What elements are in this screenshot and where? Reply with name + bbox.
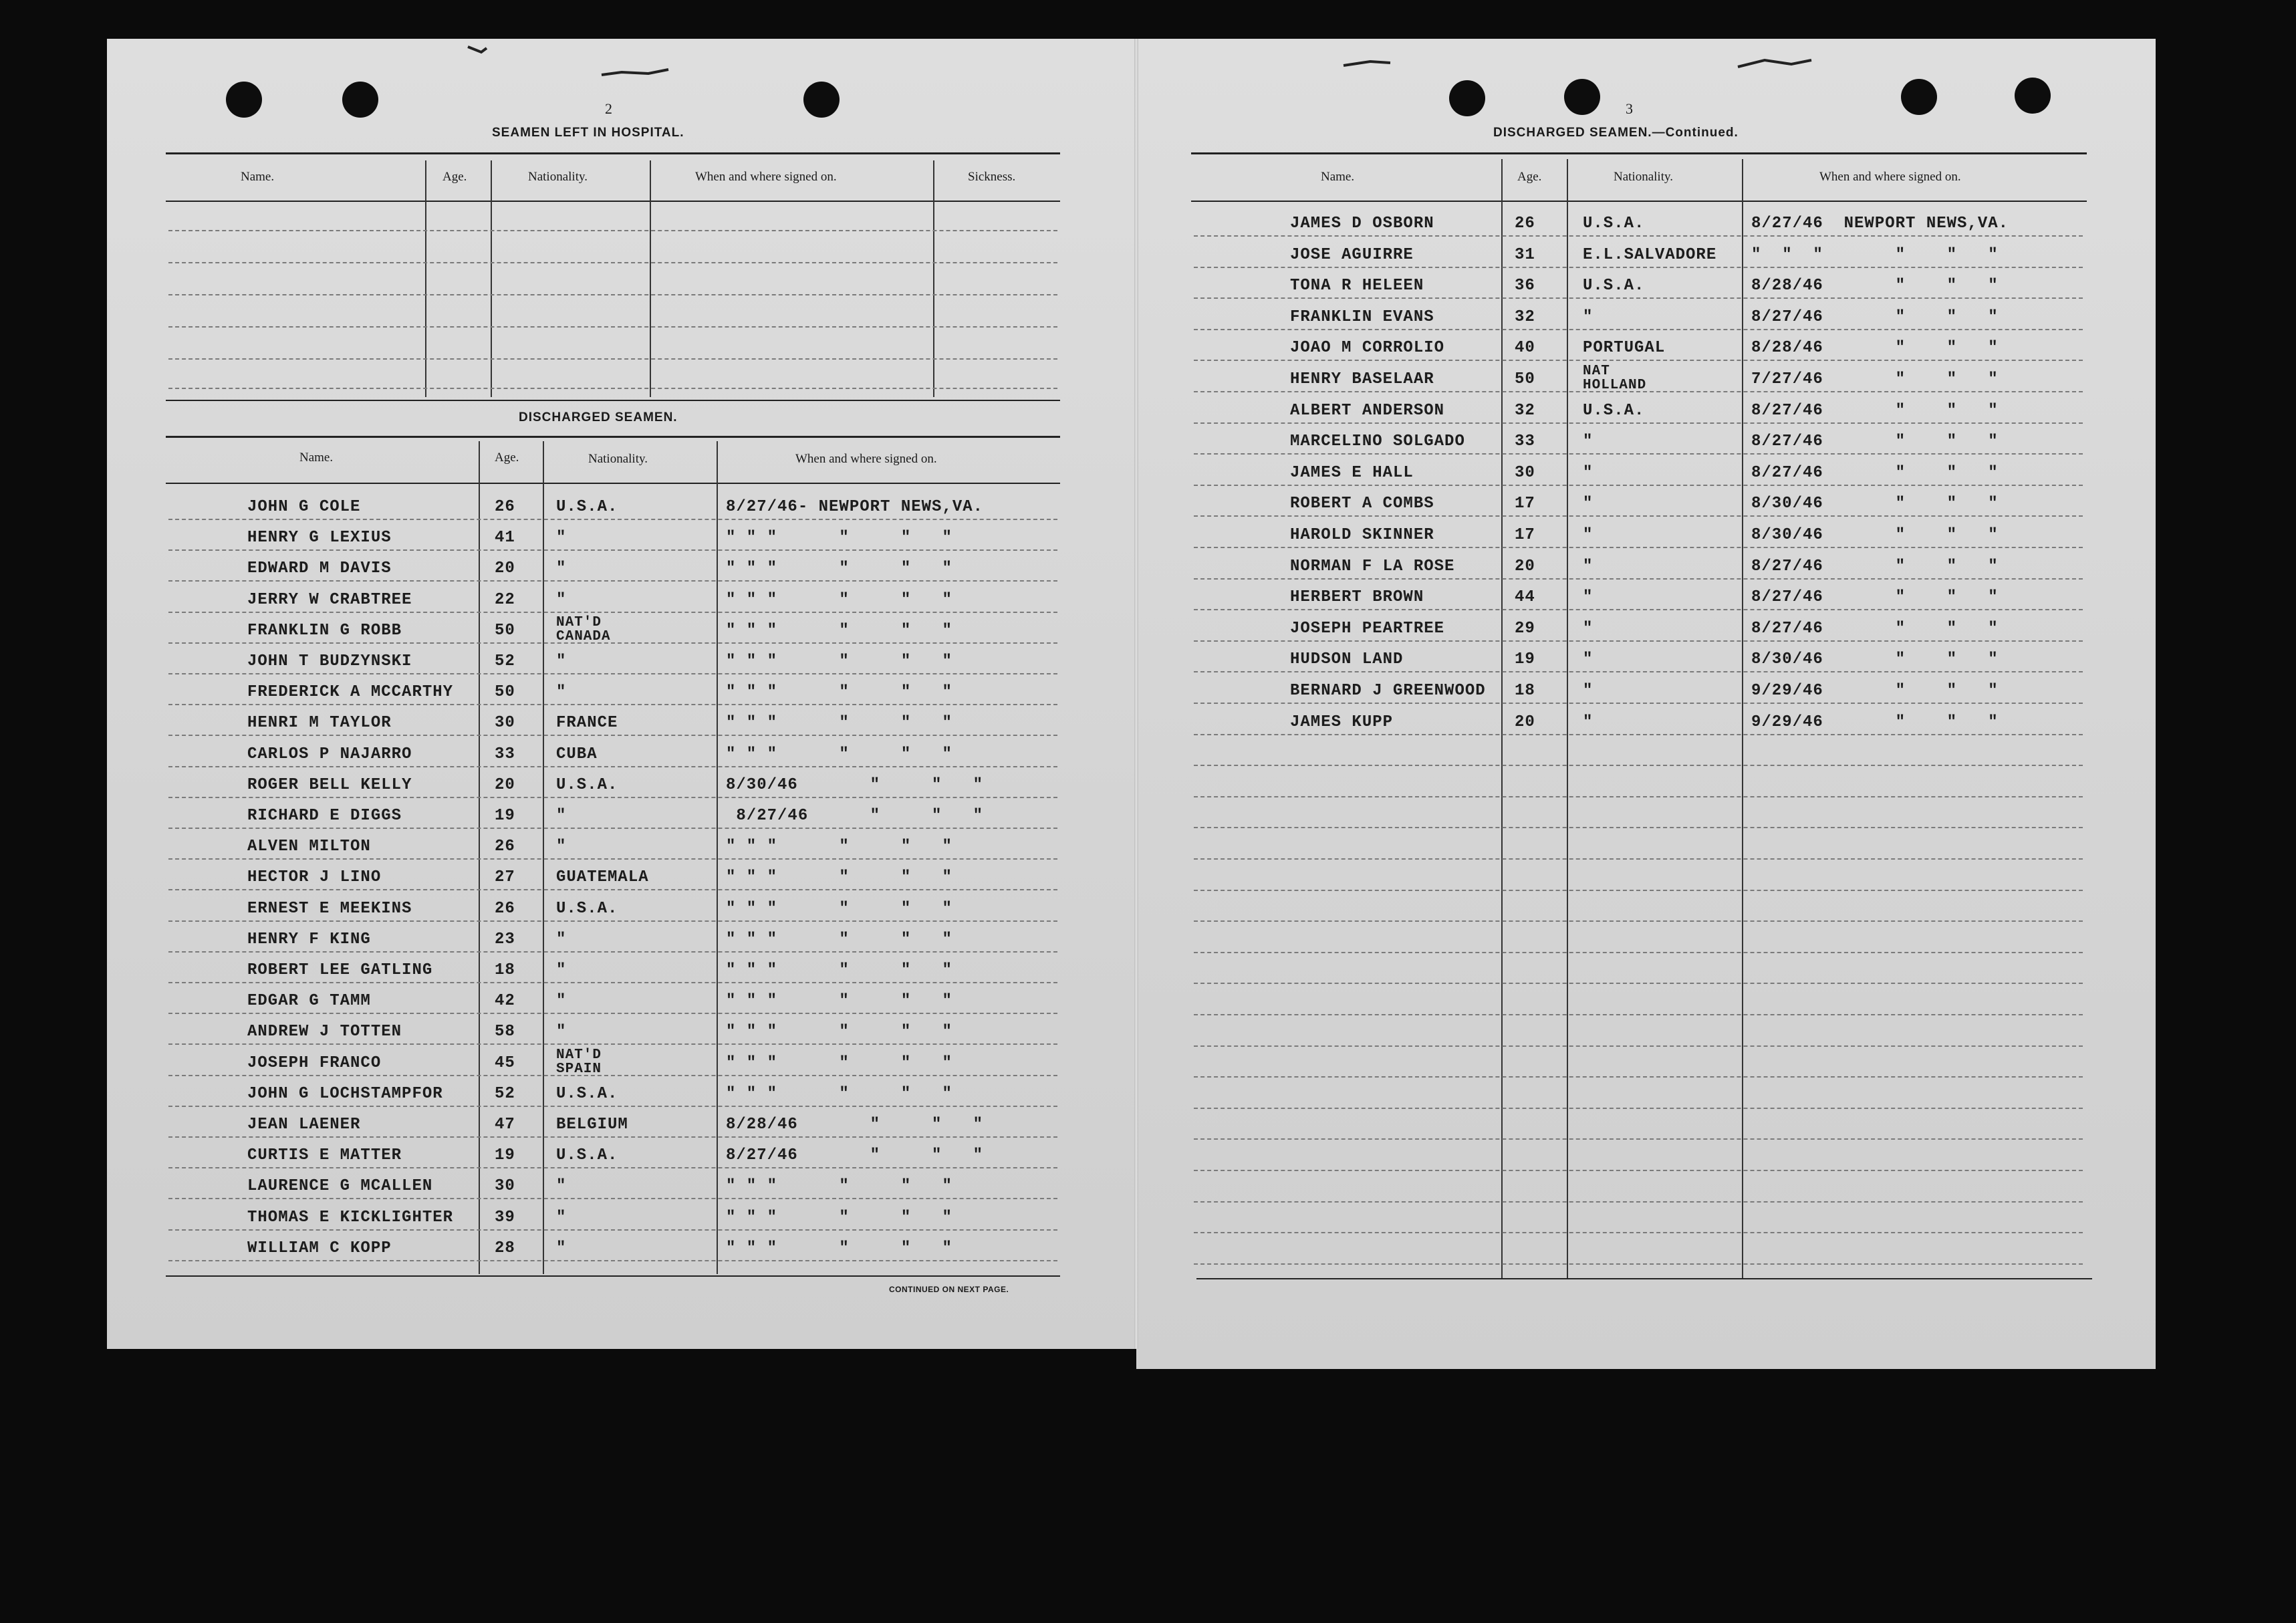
continued-footer: CONTINUED ON NEXT PAGE. <box>889 1285 1009 1294</box>
seaman-age: 52 <box>495 652 515 670</box>
seaman-age: 41 <box>495 529 515 547</box>
seaman-signed-on: " " " " " " <box>726 1239 952 1257</box>
seaman-name: ANDREW J TOTTEN <box>247 1023 402 1041</box>
seaman-age: 33 <box>1515 432 1535 451</box>
row-line <box>168 262 1057 263</box>
column-divider <box>1567 159 1568 1278</box>
seaman-age: 20 <box>1515 557 1535 576</box>
row-line <box>1194 983 2083 984</box>
row-line <box>1194 858 2083 860</box>
seaman-signed-on: 8/27/46 " " " <box>726 1146 984 1165</box>
seaman-nationality: NAT HOLLAND <box>1583 364 1647 393</box>
seaman-signed-on: " " " " " " <box>726 868 952 887</box>
seaman-signed-on: 8/27/46 " " " <box>1751 619 1999 638</box>
seaman-signed-on: " " " " " " <box>726 559 952 578</box>
seaman-signed-on: " " " " " " <box>726 529 952 547</box>
row-line <box>168 1167 1057 1168</box>
row-line <box>168 1136 1057 1138</box>
seaman-nationality: E.L.SALVADORE <box>1583 245 1717 264</box>
col-header-signed-on: When and where signed on. <box>1819 170 1961 184</box>
seaman-signed-on: " " " " " " <box>726 590 952 609</box>
seaman-name: NORMAN F LA ROSE <box>1290 557 1455 576</box>
seaman-signed-on: 8/28/46 " " " <box>1751 277 1999 295</box>
seaman-signed-on: 8/28/46 " " " <box>726 1116 984 1134</box>
seaman-name: HENRY BASELAAR <box>1290 370 1434 388</box>
column-divider <box>650 160 651 397</box>
row-line <box>1194 422 2083 424</box>
seaman-nationality: " <box>556 1177 567 1196</box>
row-line <box>1194 671 2083 672</box>
col-header-signed-on: When and where signed on. <box>795 452 937 466</box>
seaman-name: JOAO M CORROLIO <box>1290 339 1445 358</box>
seaman-name: LAURENCE G MCALLEN <box>247 1177 433 1196</box>
row-line <box>168 230 1057 231</box>
seaman-nationality: " <box>556 559 567 578</box>
col-header-name: Name. <box>299 451 334 465</box>
column-divider <box>491 160 492 397</box>
seaman-signed-on: " " " " " " <box>726 961 952 979</box>
seaman-nationality: " <box>1583 557 1593 576</box>
row-line <box>168 1043 1057 1045</box>
seaman-age: 20 <box>1515 713 1535 731</box>
seaman-age: 20 <box>495 775 515 794</box>
seaman-age: 18 <box>495 961 515 979</box>
seaman-nationality: NAT'D SPAIN <box>556 1047 602 1077</box>
row-line <box>168 797 1057 798</box>
seaman-name: JEAN LAENER <box>247 1116 361 1134</box>
seaman-age: 20 <box>495 559 515 578</box>
seaman-name: ROBERT LEE GATLING <box>247 961 433 979</box>
seaman-name: CARLOS P NAJARRO <box>247 745 412 763</box>
hospital-section-title: SEAMEN LEFT IN HOSPITAL. <box>492 126 684 140</box>
seaman-nationality: U.S.A. <box>1583 401 1645 420</box>
column-divider <box>425 160 426 397</box>
seaman-signed-on: " " " " " " <box>726 1208 952 1227</box>
column-divider <box>1501 159 1503 1278</box>
row-line <box>1194 1014 2083 1015</box>
seaman-signed-on: " " " " " " <box>726 1177 952 1196</box>
seaman-nationality: U.S.A. <box>556 1146 618 1165</box>
seaman-age: 31 <box>1515 245 1535 264</box>
punch-hole <box>2015 78 2051 114</box>
seaman-signed-on: 8/28/46 " " " <box>1751 339 1999 358</box>
seaman-signed-on: 9/29/46 " " " <box>1751 713 1999 731</box>
row-line <box>1194 547 2083 548</box>
seaman-name: HENRY G LEXIUS <box>247 529 392 547</box>
seaman-name: ERNEST E MEEKINS <box>247 899 412 918</box>
seaman-name: FREDERICK A MCCARTHY <box>247 683 454 702</box>
seaman-age: 26 <box>495 498 515 516</box>
seaman-nationality: " <box>556 529 567 547</box>
seaman-nationality: U.S.A. <box>556 775 618 794</box>
table-bottom-rule <box>166 1275 1060 1277</box>
seaman-nationality: BELGIUM <box>556 1116 628 1134</box>
seaman-signed-on: " " " " " " <box>726 930 952 949</box>
seaman-signed-on: 8/27/46 " " " <box>1751 588 1999 607</box>
seaman-signed-on: " " " " " " <box>1751 245 1999 264</box>
seaman-signed-on: 8/30/46 " " " <box>1751 495 1999 513</box>
seaman-nationality: U.S.A. <box>1583 215 1645 233</box>
row-line <box>168 1013 1057 1014</box>
seaman-age: 30 <box>1515 463 1535 482</box>
seaman-nationality: U.S.A. <box>1583 277 1645 295</box>
row-line <box>1194 578 2083 580</box>
seaman-name: JERRY W CRABTREE <box>247 590 412 609</box>
seaman-signed-on: 8/27/46 " " " <box>1751 463 1999 482</box>
seaman-signed-on: 8/30/46 " " " <box>1751 526 1999 544</box>
seaman-age: 19 <box>495 1146 515 1165</box>
row-line <box>1194 1232 2083 1233</box>
row-line <box>1194 485 2083 486</box>
seaman-nationality: " <box>556 838 567 856</box>
seaman-age: 29 <box>1515 619 1535 638</box>
col-header-name: Name. <box>1321 170 1355 184</box>
row-line <box>168 358 1057 360</box>
column-divider <box>1742 159 1743 1278</box>
seaman-age: 45 <box>495 1053 515 1072</box>
seaman-name: JOSEPH PEARTREE <box>1290 619 1445 638</box>
seaman-nationality: U.S.A. <box>556 498 618 516</box>
seaman-name: EDGAR G TAMM <box>247 992 371 1011</box>
punch-hole <box>803 82 840 118</box>
header-rule <box>166 436 1060 438</box>
seaman-age: 36 <box>1515 277 1535 295</box>
seaman-age: 26 <box>1515 215 1535 233</box>
seaman-signed-on: " " " " " " <box>726 838 952 856</box>
header-rule <box>166 201 1060 202</box>
seaman-nationality: " <box>556 683 567 702</box>
seaman-name: ALBERT ANDERSON <box>1290 401 1445 420</box>
seaman-nationality: " <box>1583 588 1593 607</box>
seaman-signed-on: 7/27/46 " " " <box>1751 370 1999 388</box>
column-divider <box>933 160 934 397</box>
seaman-nationality: " <box>1583 526 1593 544</box>
row-line <box>1194 1263 2083 1265</box>
seaman-name: ALVEN MILTON <box>247 838 371 856</box>
seaman-name: WILLIAM C KOPP <box>247 1239 392 1257</box>
seaman-name: HAROLD SKINNER <box>1290 526 1434 544</box>
row-line <box>1194 1170 2083 1171</box>
seaman-name: CURTIS E MATTER <box>247 1146 402 1165</box>
seaman-signed-on: " " " " " " <box>726 992 952 1011</box>
seaman-name: JOSEPH FRANCO <box>247 1053 382 1072</box>
seaman-age: 50 <box>495 683 515 702</box>
row-line <box>1194 920 2083 922</box>
row-line <box>168 735 1057 736</box>
seaman-nationality: NAT'D CANADA <box>556 614 611 644</box>
col-header-age: Age. <box>495 451 519 465</box>
seaman-age: 19 <box>1515 650 1535 669</box>
page-number: 3 <box>1626 100 1633 117</box>
row-line <box>1194 360 2083 361</box>
row-line <box>168 1075 1057 1076</box>
seaman-name: JAMES E HALL <box>1290 463 1414 482</box>
pencil-mark <box>1337 47 1831 80</box>
row-line <box>1194 640 2083 642</box>
page-number: 2 <box>605 100 612 117</box>
discharged-continued-title: DISCHARGED SEAMEN.—Continued. <box>1493 126 1739 140</box>
seaman-nationality: " <box>1583 650 1593 669</box>
seaman-nationality: PORTUGAL <box>1583 339 1666 358</box>
seaman-name: HUDSON LAND <box>1290 650 1404 669</box>
seaman-age: 23 <box>495 930 515 949</box>
seaman-signed-on: " " " " " " <box>726 745 952 763</box>
row-line <box>168 828 1057 829</box>
seaman-signed-on: 8/27/46 " " " <box>1751 557 1999 576</box>
seaman-signed-on: 8/30/46 " " " <box>1751 650 1999 669</box>
seaman-signed-on: 8/27/46 " " " <box>1751 307 1999 326</box>
row-line <box>168 642 1057 644</box>
col-header-age: Age. <box>1517 170 1542 184</box>
row-line <box>168 704 1057 705</box>
seaman-age: 19 <box>495 807 515 825</box>
seaman-nationality: U.S.A. <box>556 1084 618 1103</box>
seaman-signed-on: 8/27/46 " " " <box>726 807 984 825</box>
seaman-name: JOSE AGUIRRE <box>1290 245 1414 264</box>
row-line <box>1194 827 2083 828</box>
seaman-name: EDWARD M DAVIS <box>247 559 392 578</box>
seaman-age: 18 <box>1515 682 1535 700</box>
row-line <box>1194 1076 2083 1078</box>
seaman-age: 42 <box>495 992 515 1011</box>
seaman-name: JOHN G COLE <box>247 498 361 516</box>
row-line <box>1194 796 2083 797</box>
seaman-nationality: " <box>1583 432 1593 451</box>
seaman-signed-on: " " " " " " <box>726 899 952 918</box>
row-line <box>168 549 1057 551</box>
seaman-nationality: " <box>1583 495 1593 513</box>
row-line <box>168 889 1057 890</box>
punch-hole <box>226 82 262 118</box>
seaman-age: 40 <box>1515 339 1535 358</box>
seaman-age: 50 <box>495 621 515 640</box>
seaman-name: HENRI M TAYLOR <box>247 714 392 733</box>
row-line <box>1194 515 2083 517</box>
row-line <box>168 580 1057 582</box>
row-line <box>168 982 1057 983</box>
col-header-nationality: Nationality. <box>1614 170 1673 184</box>
seaman-name: ROGER BELL KELLY <box>247 775 412 794</box>
seaman-age: 22 <box>495 590 515 609</box>
seaman-signed-on: " " " " " " <box>726 683 952 702</box>
row-line <box>168 951 1057 953</box>
row-line <box>1194 609 2083 610</box>
row-line <box>168 673 1057 674</box>
seaman-signed-on: " " " " " " <box>726 714 952 733</box>
seaman-nationality: FRANCE <box>556 714 618 733</box>
seaman-age: 30 <box>495 714 515 733</box>
row-line <box>168 519 1057 520</box>
seaman-age: 33 <box>495 745 515 763</box>
seaman-nationality: " <box>1583 682 1593 700</box>
seaman-age: 32 <box>1515 401 1535 420</box>
seaman-signed-on: 9/29/46 " " " <box>1751 682 1999 700</box>
pencil-mark <box>461 27 682 87</box>
seaman-name: JAMES KUPP <box>1290 713 1394 731</box>
seaman-nationality: " <box>556 992 567 1011</box>
row-line <box>168 1198 1057 1199</box>
row-line <box>1194 1138 2083 1140</box>
seaman-age: 17 <box>1515 526 1535 544</box>
row-line <box>1194 329 2083 330</box>
seaman-nationality: CUBA <box>556 745 598 763</box>
seaman-name: TONA R HELEEN <box>1290 277 1424 295</box>
seaman-name: THOMAS E KICKLIGHTER <box>247 1208 454 1227</box>
seaman-nationality: " <box>1583 713 1593 731</box>
column-divider <box>543 441 544 1274</box>
column-divider <box>479 441 480 1274</box>
seaman-nationality: " <box>556 1208 567 1227</box>
seaman-name: HENRY F KING <box>247 930 371 949</box>
row-line <box>168 1229 1057 1231</box>
seaman-age: 26 <box>495 899 515 918</box>
seaman-signed-on: " " " " " " <box>726 621 952 640</box>
seaman-age: 32 <box>1515 307 1535 326</box>
row-line <box>1194 703 2083 704</box>
header-rule <box>1191 201 2087 202</box>
row-line <box>168 766 1057 767</box>
seaman-signed-on: 8/27/46 " " " <box>1751 401 1999 420</box>
row-line <box>1194 1045 2083 1047</box>
seaman-signed-on: 8/27/46- NEWPORT NEWS,VA. <box>726 498 984 516</box>
row-line <box>1194 267 2083 268</box>
seaman-nationality: " <box>556 930 567 949</box>
discharged-section-title: DISCHARGED SEAMEN. <box>519 410 678 424</box>
row-line <box>1194 1108 2083 1109</box>
seaman-nationality: " <box>1583 463 1593 482</box>
seaman-name: HERBERT BROWN <box>1290 588 1424 607</box>
row-line <box>168 920 1057 922</box>
seaman-signed-on: " " " " " " <box>726 1053 952 1072</box>
row-line <box>168 388 1057 389</box>
seaman-age: 27 <box>495 868 515 887</box>
row-line <box>168 294 1057 295</box>
seaman-signed-on: 8/30/46 " " " <box>726 775 984 794</box>
header-rule <box>1191 152 2087 154</box>
seaman-nationality: " <box>1583 619 1593 638</box>
seaman-signed-on: 8/27/46 " " " <box>1751 432 1999 451</box>
seaman-name: JOHN T BUDZYNSKI <box>247 652 412 670</box>
seaman-name: RICHARD E DIGGS <box>247 807 402 825</box>
page-gutter <box>1134 39 1138 1349</box>
seaman-nationality: " <box>556 807 567 825</box>
seaman-nationality: " <box>556 961 567 979</box>
seaman-nationality: " <box>556 652 567 670</box>
col-header-nationality: Nationality. <box>528 170 588 184</box>
col-header-age: Age. <box>442 170 467 184</box>
row-line <box>168 326 1057 328</box>
section-rule <box>166 400 1060 401</box>
seaman-name: FRANKLIN EVANS <box>1290 307 1434 326</box>
seaman-nationality: " <box>556 1023 567 1041</box>
row-line <box>1194 1201 2083 1203</box>
row-line <box>168 858 1057 860</box>
seaman-age: 30 <box>495 1177 515 1196</box>
seaman-signed-on: 8/27/46 NEWPORT NEWS,VA. <box>1751 215 2009 233</box>
seaman-age: 28 <box>495 1239 515 1257</box>
seaman-name: JAMES D OSBORN <box>1290 215 1434 233</box>
row-line <box>1194 734 2083 735</box>
punch-hole <box>1901 79 1937 115</box>
seaman-nationality: " <box>1583 307 1593 326</box>
seaman-nationality: U.S.A. <box>556 899 618 918</box>
col-header-name: Name. <box>241 170 275 184</box>
seaman-name: BERNARD J GREENWOOD <box>1290 682 1486 700</box>
seaman-name: MARCELINO SOLGADO <box>1290 432 1465 451</box>
seaman-signed-on: " " " " " " <box>726 1023 952 1041</box>
row-line <box>168 1260 1057 1261</box>
punch-hole <box>342 82 378 118</box>
seaman-age: 58 <box>495 1023 515 1041</box>
seaman-nationality: GUATEMALA <box>556 868 649 887</box>
row-line <box>1194 765 2083 766</box>
seaman-nationality: " <box>556 590 567 609</box>
row-line <box>1194 453 2083 455</box>
row-line <box>1194 235 2083 237</box>
row-line <box>1194 297 2083 299</box>
header-rule <box>166 483 1060 484</box>
row-line <box>168 1106 1057 1107</box>
seaman-age: 26 <box>495 838 515 856</box>
seaman-name: JOHN G LOCHSTAMPFOR <box>247 1084 443 1103</box>
seaman-signed-on: " " " " " " <box>726 1084 952 1103</box>
seaman-age: 39 <box>495 1208 515 1227</box>
row-line <box>1194 952 2083 953</box>
row-line <box>1194 890 2083 891</box>
punch-hole <box>1564 79 1600 115</box>
header-rule <box>166 152 1060 154</box>
seaman-age: 52 <box>495 1084 515 1103</box>
col-header-nationality: Nationality. <box>588 452 648 466</box>
table-bottom-rule <box>1196 1278 2092 1279</box>
col-header-sickness: Sickness. <box>968 170 1016 184</box>
seaman-age: 50 <box>1515 370 1535 388</box>
row-line <box>168 612 1057 613</box>
seaman-age: 17 <box>1515 495 1535 513</box>
seaman-name: ROBERT A COMBS <box>1290 495 1434 513</box>
seaman-age: 44 <box>1515 588 1535 607</box>
seaman-age: 47 <box>495 1116 515 1134</box>
seaman-name: FRANKLIN G ROBB <box>247 621 402 640</box>
punch-hole <box>1449 80 1485 116</box>
seaman-signed-on: " " " " " " <box>726 652 952 670</box>
col-header-signed-on: When and where signed on. <box>695 170 837 184</box>
seaman-name: HECTOR J LINO <box>247 868 382 887</box>
column-divider <box>717 441 718 1274</box>
seaman-nationality: " <box>556 1239 567 1257</box>
